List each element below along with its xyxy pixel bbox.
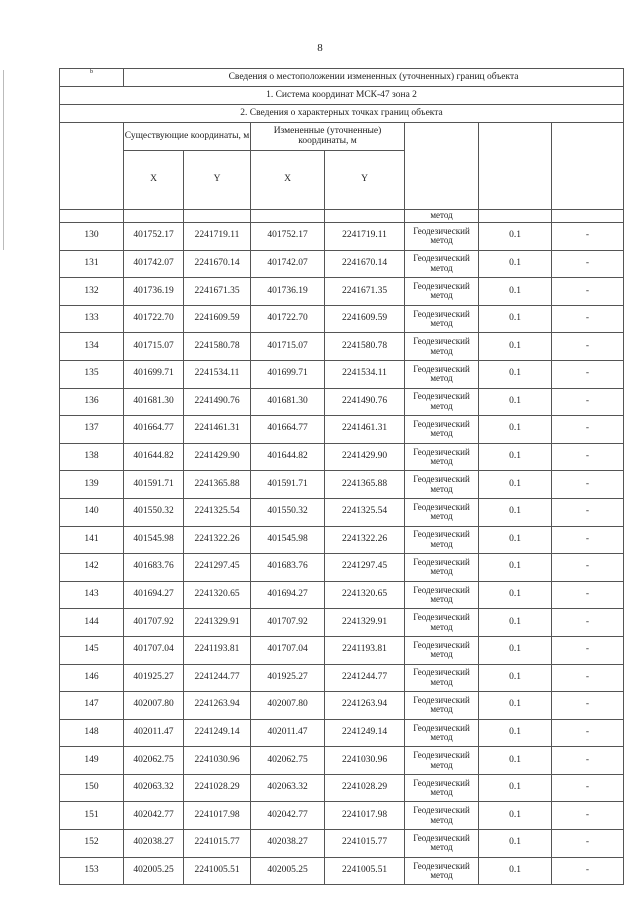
description-cell: - <box>552 526 624 554</box>
table-row <box>60 857 624 885</box>
existing-y-cell: 2241534.11 <box>184 360 251 388</box>
changed-y-cell: 2241580.78 <box>325 333 405 361</box>
existing-x-cell: 401683.76 <box>124 554 184 582</box>
page-number: 8 <box>317 42 323 54</box>
changed-x-cell: 401707.04 <box>251 636 325 664</box>
description-cell: - <box>552 747 624 775</box>
system-row <box>60 87 624 105</box>
changed-x-cell: 402007.80 <box>251 692 325 720</box>
existing-y-cell: 2241017.98 <box>184 802 251 830</box>
method-cell: Геодезический метод <box>405 554 479 582</box>
table-row <box>60 498 624 526</box>
changed-x-cell: 401742.07 <box>251 250 325 278</box>
coordinate-system: 1. Система координат МСК-47 зона 2 <box>60 87 624 105</box>
changed-y-cell: 2241322.26 <box>325 526 405 554</box>
existing-x-cell: 402063.32 <box>124 774 184 802</box>
carry-over-row <box>60 210 624 223</box>
point-number-header <box>60 123 124 210</box>
changed-y-cell: 2241325.54 <box>325 498 405 526</box>
method-cell: Геодезический метод <box>405 747 479 775</box>
existing-x-cell: 402011.47 <box>124 719 184 747</box>
point-number-cell: 132 <box>60 278 124 306</box>
changed-x-cell: 401545.98 <box>251 526 325 554</box>
method-cell: Геодезический метод <box>405 609 479 637</box>
accuracy-cell: 0.1 <box>479 830 552 858</box>
table-row <box>60 526 624 554</box>
table-title: Сведения о местоположении измененных (уточненных) границ объекта <box>124 69 624 87</box>
description-cell: - <box>552 802 624 830</box>
point-number-cell: 143 <box>60 581 124 609</box>
method-cell: Геодезический метод <box>405 416 479 444</box>
existing-y-cell: 2241244.77 <box>184 664 251 692</box>
changed-y-cell: 2241670.14 <box>325 250 405 278</box>
changed-x-cell: 401694.27 <box>251 581 325 609</box>
section-title: 2. Сведения о характерных точках границ объекта <box>60 105 624 123</box>
table-row <box>60 416 624 444</box>
description-cell: - <box>552 636 624 664</box>
changed-x-cell: 401683.76 <box>251 554 325 582</box>
description-cell: - <box>552 278 624 306</box>
method-cell: Геодезический метод <box>405 830 479 858</box>
existing-x-cell: 401664.77 <box>124 416 184 444</box>
method-cell: Геодезический метод <box>405 388 479 416</box>
description-header <box>552 123 624 210</box>
accuracy-cell: 0.1 <box>479 333 552 361</box>
changed-y-cell: 2241461.31 <box>325 416 405 444</box>
existing-x-cell: 401752.17 <box>124 223 184 251</box>
accuracy-cell: 0.1 <box>479 250 552 278</box>
description-cell: - <box>552 388 624 416</box>
existing-x-cell: 401550.32 <box>124 498 184 526</box>
method-cell: Геодезический метод <box>405 278 479 306</box>
accuracy-header <box>479 123 552 210</box>
description-cell: - <box>552 333 624 361</box>
accuracy-cell: 0.1 <box>479 416 552 444</box>
changed-x-cell: 401707.92 <box>251 609 325 637</box>
method-cell: Геодезический метод <box>405 857 479 885</box>
existing-y-cell: 2241325.54 <box>184 498 251 526</box>
point-number-cell: 133 <box>60 305 124 333</box>
existing-x-cell: 401694.27 <box>124 581 184 609</box>
accuracy-cell: 0.1 <box>479 802 552 830</box>
changed-x-cell: 401550.32 <box>251 498 325 526</box>
point-number-cell: 137 <box>60 416 124 444</box>
existing-x-cell: 402007.80 <box>124 692 184 720</box>
accuracy-cell: 0.1 <box>479 388 552 416</box>
description-cell: - <box>552 830 624 858</box>
changed-y-cell: 2241249.14 <box>325 719 405 747</box>
changed-x-cell: 401644.82 <box>251 443 325 471</box>
table-row <box>60 636 624 664</box>
description-cell: - <box>552 498 624 526</box>
existing-x-cell: 402062.75 <box>124 747 184 775</box>
scan-margin-mark <box>3 70 4 250</box>
changed-y-cell: 2241329.91 <box>325 609 405 637</box>
table-row <box>60 554 624 582</box>
point-number-cell: 140 <box>60 498 124 526</box>
accuracy-cell: 0.1 <box>479 774 552 802</box>
table-body <box>60 69 624 885</box>
changed-y-cell: 2241005.51 <box>325 857 405 885</box>
table-row <box>60 333 624 361</box>
table-row <box>60 305 624 333</box>
changed-y-cell: 2241297.45 <box>325 554 405 582</box>
existing-x-cell: 402038.27 <box>124 830 184 858</box>
existing-x-cell: 401722.70 <box>124 305 184 333</box>
accuracy-cell: 0.1 <box>479 857 552 885</box>
changed-y-cell: 2241429.90 <box>325 443 405 471</box>
method-cell: Геодезический метод <box>405 250 479 278</box>
changed-y-header: Y <box>325 151 405 210</box>
method-cell: Геодезический метод <box>405 664 479 692</box>
point-number-cell: 135 <box>60 360 124 388</box>
table-row <box>60 747 624 775</box>
table-row <box>60 774 624 802</box>
accuracy-cell: 0.1 <box>479 719 552 747</box>
changed-x-cell: 401752.17 <box>251 223 325 251</box>
existing-x-cell: 401545.98 <box>124 526 184 554</box>
point-number-cell: 153 <box>60 857 124 885</box>
accuracy-cell: 0.1 <box>479 581 552 609</box>
description-cell: - <box>552 581 624 609</box>
method-cell: Геодезический метод <box>405 223 479 251</box>
description-cell: - <box>552 857 624 885</box>
table-row <box>60 250 624 278</box>
changed-y-cell: 2241244.77 <box>325 664 405 692</box>
method-cell: Геодезический метод <box>405 471 479 499</box>
table-row <box>60 830 624 858</box>
accuracy-cell: 0.1 <box>479 498 552 526</box>
changed-x-cell: 401736.19 <box>251 278 325 306</box>
changed-y-cell: 2241320.65 <box>325 581 405 609</box>
existing-y-cell: 2241329.91 <box>184 609 251 637</box>
method-cell: Геодезический метод <box>405 581 479 609</box>
point-number-cell: 145 <box>60 636 124 664</box>
point-number-cell: 130 <box>60 223 124 251</box>
existing-x-cell: 402005.25 <box>124 857 184 885</box>
method-cell: Геодезический метод <box>405 498 479 526</box>
carry-over-method: метод <box>405 210 479 223</box>
table-row <box>60 719 624 747</box>
existing-x-cell: 401681.30 <box>124 388 184 416</box>
description-cell: - <box>552 223 624 251</box>
table-row <box>60 471 624 499</box>
point-number-cell: 146 <box>60 664 124 692</box>
description-cell: - <box>552 443 624 471</box>
changed-y-cell: 2241015.77 <box>325 830 405 858</box>
changed-x-cell: 402042.77 <box>251 802 325 830</box>
point-number-cell: 139 <box>60 471 124 499</box>
method-cell: Геодезический метод <box>405 719 479 747</box>
existing-x-cell: 401925.27 <box>124 664 184 692</box>
existing-y-cell: 2241609.59 <box>184 305 251 333</box>
description-cell: - <box>552 305 624 333</box>
accuracy-cell: 0.1 <box>479 664 552 692</box>
coordinates-table <box>59 68 624 885</box>
description-cell: - <box>552 692 624 720</box>
point-number-cell: 131 <box>60 250 124 278</box>
method-cell: Геодезический метод <box>405 774 479 802</box>
description-cell: - <box>552 554 624 582</box>
changed-x-header: X <box>251 151 325 210</box>
description-cell: - <box>552 609 624 637</box>
existing-y-cell: 2241580.78 <box>184 333 251 361</box>
method-cell: Геодезический метод <box>405 443 479 471</box>
table-row <box>60 278 624 306</box>
changed-y-cell: 2241365.88 <box>325 471 405 499</box>
accuracy-cell: 0.1 <box>479 471 552 499</box>
existing-y-cell: 2241028.29 <box>184 774 251 802</box>
method-cell: Геодезический метод <box>405 305 479 333</box>
accuracy-cell: 0.1 <box>479 609 552 637</box>
existing-y-cell: 2241320.65 <box>184 581 251 609</box>
table-row <box>60 223 624 251</box>
existing-x-cell: 401707.92 <box>124 609 184 637</box>
existing-x-cell: 401707.04 <box>124 636 184 664</box>
point-number-cell: 152 <box>60 830 124 858</box>
existing-x-cell: 401644.82 <box>124 443 184 471</box>
existing-x-header: X <box>124 151 184 210</box>
existing-y-cell: 2241030.96 <box>184 747 251 775</box>
existing-y-cell: 2241671.35 <box>184 278 251 306</box>
existing-y-cell: 2241719.11 <box>184 223 251 251</box>
existing-y-cell: 2241297.45 <box>184 554 251 582</box>
accuracy-cell: 0.1 <box>479 278 552 306</box>
changed-x-cell: 401664.77 <box>251 416 325 444</box>
changed-y-cell: 2241671.35 <box>325 278 405 306</box>
description-cell: - <box>552 250 624 278</box>
point-number-cell: 147 <box>60 692 124 720</box>
point-number-cell: 142 <box>60 554 124 582</box>
corner-mark: b <box>60 69 124 87</box>
existing-y-cell: 2241322.26 <box>184 526 251 554</box>
existing-y-cell: 2241263.94 <box>184 692 251 720</box>
changed-x-cell: 401699.71 <box>251 360 325 388</box>
changed-y-cell: 2241193.81 <box>325 636 405 664</box>
table-row <box>60 443 624 471</box>
description-cell: - <box>552 774 624 802</box>
method-cell: Геодезический метод <box>405 636 479 664</box>
existing-y-cell: 2241005.51 <box>184 857 251 885</box>
changed-x-cell: 402062.75 <box>251 747 325 775</box>
point-number-cell: 144 <box>60 609 124 637</box>
table-row <box>60 609 624 637</box>
changed-y-cell: 2241490.76 <box>325 388 405 416</box>
table-row <box>60 388 624 416</box>
method-cell: Геодезический метод <box>405 802 479 830</box>
point-number-cell: 151 <box>60 802 124 830</box>
existing-y-cell: 2241670.14 <box>184 250 251 278</box>
title-row <box>60 69 624 87</box>
method-header <box>405 123 479 210</box>
description-cell: - <box>552 664 624 692</box>
existing-y-cell: 2241015.77 <box>184 830 251 858</box>
changed-coords-header: Измененные (уточненные) координаты, м <box>251 123 405 151</box>
point-number-cell: 150 <box>60 774 124 802</box>
existing-y-cell: 2241490.76 <box>184 388 251 416</box>
accuracy-cell: 0.1 <box>479 443 552 471</box>
changed-x-cell: 402063.32 <box>251 774 325 802</box>
method-cell: Геодезический метод <box>405 360 479 388</box>
accuracy-cell: 0.1 <box>479 692 552 720</box>
existing-x-cell: 401699.71 <box>124 360 184 388</box>
description-cell: - <box>552 719 624 747</box>
table-row <box>60 360 624 388</box>
existing-x-cell: 401742.07 <box>124 250 184 278</box>
existing-y-cell: 2241193.81 <box>184 636 251 664</box>
existing-x-cell: 401715.07 <box>124 333 184 361</box>
point-number-cell: 136 <box>60 388 124 416</box>
changed-x-cell: 402005.25 <box>251 857 325 885</box>
table-row <box>60 664 624 692</box>
changed-x-cell: 402011.47 <box>251 719 325 747</box>
existing-y-cell: 2241365.88 <box>184 471 251 499</box>
point-number-cell: 138 <box>60 443 124 471</box>
accuracy-cell: 0.1 <box>479 554 552 582</box>
group-header-row <box>60 123 624 151</box>
changed-y-cell: 2241609.59 <box>325 305 405 333</box>
point-number-cell: 141 <box>60 526 124 554</box>
changed-x-cell: 402038.27 <box>251 830 325 858</box>
point-number-cell: 149 <box>60 747 124 775</box>
description-cell: - <box>552 471 624 499</box>
changed-y-cell: 2241719.11 <box>325 223 405 251</box>
section-row <box>60 105 624 123</box>
accuracy-cell: 0.1 <box>479 747 552 775</box>
existing-coords-header: Существующие координаты, м <box>124 123 251 151</box>
accuracy-cell: 0.1 <box>479 360 552 388</box>
changed-x-cell: 401722.70 <box>251 305 325 333</box>
accuracy-cell: 0.1 <box>479 636 552 664</box>
method-cell: Геодезический метод <box>405 692 479 720</box>
accuracy-cell: 0.1 <box>479 223 552 251</box>
point-number-cell: 148 <box>60 719 124 747</box>
existing-y-cell: 2241429.90 <box>184 443 251 471</box>
method-cell: Геодезический метод <box>405 526 479 554</box>
method-cell: Геодезический метод <box>405 333 479 361</box>
changed-y-cell: 2241030.96 <box>325 747 405 775</box>
changed-x-cell: 401681.30 <box>251 388 325 416</box>
table-row <box>60 692 624 720</box>
existing-y-header: Y <box>184 151 251 210</box>
changed-y-cell: 2241263.94 <box>325 692 405 720</box>
description-cell: - <box>552 360 624 388</box>
changed-x-cell: 401591.71 <box>251 471 325 499</box>
accuracy-cell: 0.1 <box>479 526 552 554</box>
changed-y-cell: 2241028.29 <box>325 774 405 802</box>
table-row <box>60 581 624 609</box>
changed-y-cell: 2241017.98 <box>325 802 405 830</box>
description-cell: - <box>552 416 624 444</box>
existing-y-cell: 2241461.31 <box>184 416 251 444</box>
accuracy-cell: 0.1 <box>479 305 552 333</box>
table-row <box>60 802 624 830</box>
existing-x-cell: 401736.19 <box>124 278 184 306</box>
existing-x-cell: 402042.77 <box>124 802 184 830</box>
existing-y-cell: 2241249.14 <box>184 719 251 747</box>
existing-x-cell: 401591.71 <box>124 471 184 499</box>
changed-x-cell: 401925.27 <box>251 664 325 692</box>
changed-y-cell: 2241534.11 <box>325 360 405 388</box>
point-number-cell: 134 <box>60 333 124 361</box>
changed-x-cell: 401715.07 <box>251 333 325 361</box>
